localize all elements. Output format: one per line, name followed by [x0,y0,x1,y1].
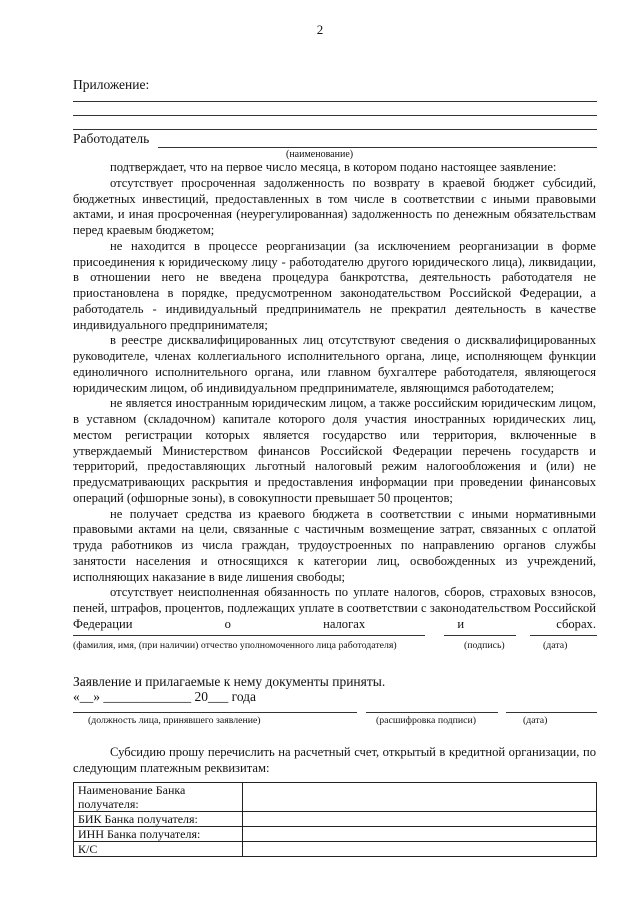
bank-inn-label: ИНН Банка получателя: [74,827,243,842]
signature-name-line[interactable] [73,635,425,636]
appendix-line-3 [73,129,597,130]
subsidy-request-text: Субсидию прошу перечислить на расчетный счет, открытый в кредитной организации, по следующим платежным реквизитам: [73,745,596,775]
signature-name-caption: (фамилия, имя, (при наличии) отчество уполномоченного лица работодателя) [73,640,397,651]
bank-bik-value[interactable] [243,812,597,827]
accepted-statement: Заявление и прилагаемые к нему документы приняты. [73,674,386,689]
acceptance-date[interactable]: «__» _____________ 20___ года [73,689,257,704]
declaration-item-reorganization: не находится в процессе реорганизации (за исключением реорганизации в форме присоединения к юридическому лицу - работодателю другого юридического лица), ликвидации, в отношении него не введена процедура банкротства, деятельность работодателя не приостановлена в порядке, предусмотренном законодательством Российской Федерации, а работодатель - индивидуальный предприниматель не прекратил деятельность в качестве индивидуального предпринимателя; [73,238,596,332]
declaration-item-foreign: не является иностранным юридическим лицом, а также российским юридическим лицом, в уставном (складочном) капитале которого доля участия иностранных юридических лиц, местом регистрации которых является государство или территория, включенные в утверждаемый Министерством финансов Российской Федерации перечень государств и территорий, предоставляющих льготный налоговый режим налогообложения и (или) не предусматривающих раскрытия и предоставления информации при проведении финансовых операций (офшорные зоны), в совокупности превышает 50 процентов; [73,396,596,505]
table-row [74,827,597,842]
table-row [74,842,597,857]
acceptor-date-line[interactable] [506,712,597,713]
bank-inn-value[interactable] [243,827,597,842]
appendix-label: Приложение: [73,77,150,92]
employer-name-line [158,147,597,148]
bank-ks-label: К/С [74,842,243,857]
declaration-text [73,160,596,633]
declaration-intro: подтверждает, что на первое число месяца, в котором подано настоящее заявление: [110,160,557,174]
signature-sign-line[interactable] [444,635,516,636]
bank-details-table [73,782,597,857]
signature-date-line[interactable] [530,635,597,636]
signature-date-caption: (дата) [543,640,568,651]
table-row [74,783,597,812]
declaration-item-disqualified: в реестре дисквалифицированных лиц отсутствуют сведения о дисквалифицированных руководителе, членах коллегиального исполнительного органа, лице, исполняющем функции единоличного исполнительного органа, или главном бухгалтере работодателя, являющегося юридическим лицом, об индивидуальном предпринимателе, являющимся работодателем; [73,333,596,395]
acceptor-position-line[interactable] [73,712,357,713]
bank-name-label: Наименование Банка получателя: [74,783,243,812]
employer-caption: (наименование) [286,149,354,160]
bank-ks-value[interactable] [243,842,597,857]
subsidy-request [73,745,596,777]
table-row [74,812,597,827]
declaration-item-budget-funds: не получает средства из краевого бюджета в соответствии с иными нормативными правовыми актами на цели, связанные с частичным возмещение затрат, связанных с оплатой труда работников из числа граждан, трудоустроенных по направлению органов службы занятости населения и относящихся к категории лиц, освобожденных из учреждений, исполняющих наказание в виде лишения свободы; [73,506,596,584]
appendix-line-1 [73,101,597,102]
declaration-item-taxes: отсутствует неисполненная обязанность по уплате налогов, сборов, страховых взносов, пеней, штрафов, процентов, подлежащих уплате в соответствии с законодательством Российской Федерации о налогах и сборах. [73,585,596,631]
acceptor-date-caption: (дата) [523,715,548,726]
signature-sign-caption: (подпись) [464,640,505,651]
employer-label: Работодатель [73,131,150,146]
acceptor-decode-caption: (расшифровка подписи) [376,715,477,726]
page-number: 2 [316,22,324,37]
appendix-line-2 [73,115,597,116]
acceptor-decode-line[interactable] [366,712,498,713]
acceptor-position-caption: (должность лица, принявшего заявление) [88,715,261,726]
bank-bik-label: БИК Банка получателя: [74,812,243,827]
bank-name-value[interactable] [243,783,597,812]
declaration-item-debt: отсутствует просроченная задолженность по возврату в краевой бюджет субсидий, бюджетных инвестиций, предоставленных в том числе в соответствии с иными правовыми актами, и иная просроченная (неурегулированная) задолженность по денежным обязательствам перед краевым бюджетом; [73,175,596,237]
